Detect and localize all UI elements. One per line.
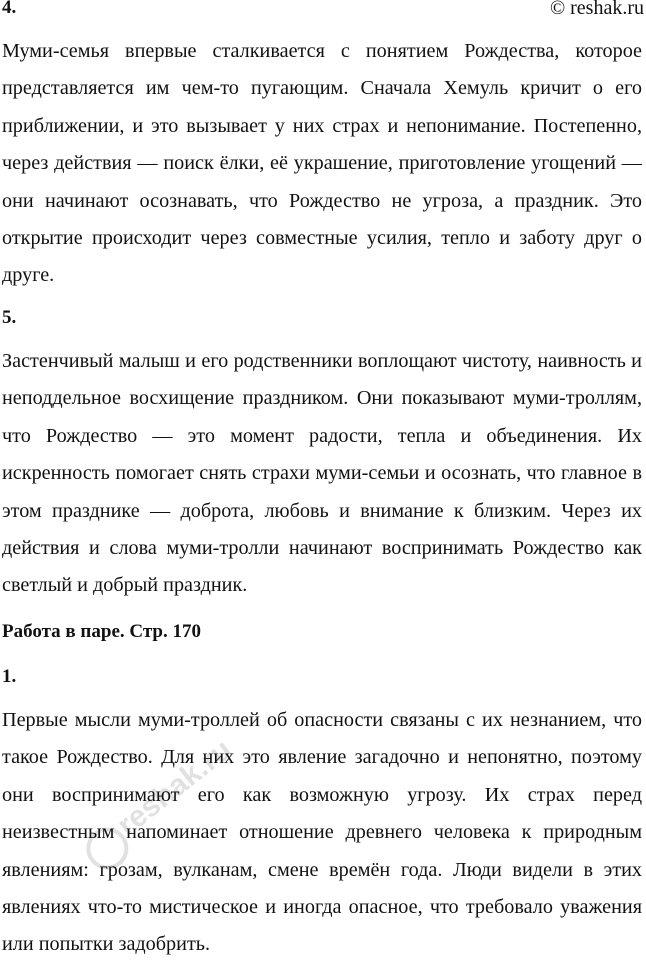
section-5-text: Застенчивый малыш и его родственники воплощают чистоту, наивность и неподдельное восхищение праздником. Они показывают муми-троллям, что Рождество — это момент радости, тепла и объединения. Их искренность помогает снять страхи муми-семьи и осознать, что главное в этом празднике — доброта, любовь и внимание к близким. Через их действия и слова муми-тролли начинают воспринимать Рождество как светлый и добрый праздник. — [2, 350, 642, 597]
section-4-text: Муми-семья впервые сталкивается с понятием Рождества, которое представляется им чем-то пугающим. Сначала Хемуль кричит о его приближении, и это вызывает у них страх и непонимание. Постепенно, через действия — поиск ёлки, её украшение, приготовление угощений — они начинают осознавать, что Рождество не угроза, а праздник. Это открытие происходит через совместные усилия, тепло и заботу друг о друге. — [2, 40, 642, 287]
watermark-text: reshak.ru — [111, 733, 239, 843]
site-name: © reshak.ru — [549, 0, 644, 19]
pair-work-number-1: 1. — [2, 666, 17, 687]
pair-work-text: Первые мысли муми-троллей об опасности связаны с их незнанием, что такое Рождество. Для них это явление загадочно и непонятно, поэтому они воспринимают его как возможную угрозу. Их страх перед неизвестным напоминает отношение древнего человека к природным явлениям: грозам, вулканам, смене времён года. Люди видели в этих явлениях что-то мистическое и иногда опасное, что требовало уважения или попытки задобрить. — [2, 709, 642, 956]
section-number-4: 4. — [2, 0, 17, 18]
page-header — [0, 0, 646, 22]
pair-work-heading: Работа в паре. Стр. 170 — [2, 621, 201, 642]
section-number-5: 5. — [2, 307, 17, 328]
